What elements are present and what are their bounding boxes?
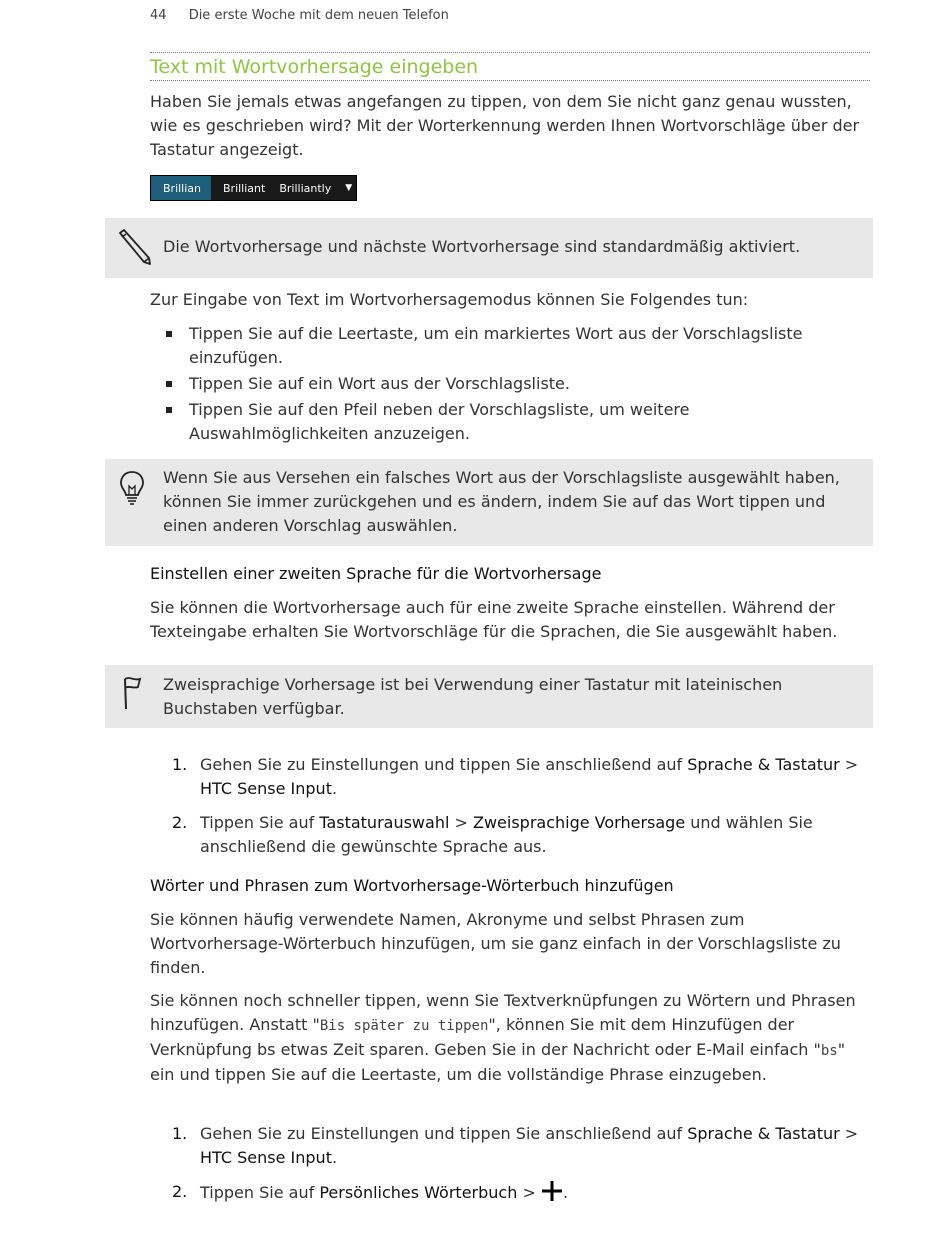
list-item [150, 398, 850, 446]
step-number: 2. [172, 813, 188, 832]
step-text: . [562, 1183, 569, 1202]
tip-text: Wenn Sie aus Versehen ein falsches Wort aus der Vorschlagsliste ausgewählt haben, können Sie immer zurückgehen und es ändern, indem Sie auf das Wort tippen und einen anderen Vorschlag auswählen. [163, 468, 840, 535]
step-separator: > [449, 813, 473, 832]
bullet-list [150, 322, 850, 448]
step-text: Gehen Sie zu Einstellungen und tippen Sie anschließend auf [200, 755, 688, 774]
step-separator: > [839, 755, 859, 774]
step-number: 1. [172, 755, 188, 774]
page-number: 44 [150, 8, 167, 23]
step-separator: > [839, 1124, 859, 1143]
menu-path-label: Zweisprachige Vorhersage [472, 813, 686, 832]
list-item-text: Tippen Sie auf ein Wort aus der Vorschlagsliste. [189, 374, 570, 393]
intro-paragraph: Haben Sie jemals etwas angefangen zu tippen, von dem Sie nicht ganz genau wussten, wie es geschrieben wird? Mit der Worterkennung werden Ihnen Wortvorschläge über der Tastatur angezeigt. [150, 92, 860, 159]
info-text: Zweisprachige Vorhersage ist bei Verwendung einer Tastatur mit lateinischen Buchstaben verfügbar. [163, 675, 783, 718]
step-text: und wählen Sie anschließend die gewünschte Sprache aus. [200, 813, 813, 856]
subsection-title: Einstellen einer zweiten Sprache für die Wortvorhersage [150, 564, 602, 583]
step-text: Tippen Sie auf [200, 1183, 320, 1202]
flag-icon [121, 675, 143, 715]
subsection-paragraph: Sie können die Wortvorhersage auch für eine zweite Sprache einstellen. Während der Texteingabe erhalten Sie Wortvorschläge für die Sprachen, die Sie ausgewählt haben. [150, 598, 838, 641]
chapter-title: Die erste Woche mit dem neuen Telefon [188, 8, 449, 23]
menu-path-label: Sprache & Tastatur [687, 1124, 840, 1143]
step-number: 2. [172, 1182, 188, 1201]
menu-path-label: Tastaturauswahl [319, 813, 450, 832]
step-text: Gehen Sie zu Einstellungen und tippen Sie anschließend auf [200, 1124, 688, 1143]
dropdown-arrow-icon: ▼ [345, 183, 353, 193]
page-header [150, 8, 449, 23]
list-item [150, 322, 850, 370]
step-separator: > [517, 1183, 541, 1202]
list-item-text: Tippen Sie auf die Leertaste, um ein markiertes Wort aus der Vorschlagsliste einzufügen. [189, 324, 803, 367]
subsection-paragraph: Sie können häufig verwendete Namen, Akronyme und selbst Phrasen zum Wortvorhersage-Wörterbuch hinzufügen, um sie ganz einfach in der Vorschlagsliste zu finden. [150, 910, 841, 977]
suggestion-item: Brillian [151, 176, 211, 200]
menu-path-label: HTC Sense Input [200, 1148, 332, 1167]
list-item [150, 372, 850, 396]
suggestion-item: Brilliant [223, 181, 266, 195]
suggestion-item: Brilliantly [279, 181, 332, 195]
word-suggestion-bar [150, 175, 357, 201]
paragraph-text: ", können Sie mit dem Hinzufügen der Verknüpfung bs etwas Zeit sparen. Geben Sie in der Nachricht oder E-Mail einfach " [150, 1015, 821, 1059]
lightbulb-icon [119, 470, 145, 510]
info-box [105, 665, 873, 728]
pencil-icon [117, 228, 153, 270]
subsection-title: Wörter und Phrasen zum Wortvorhersage-Wörterbuch hinzufügen [150, 876, 674, 895]
step-text: . [331, 779, 338, 798]
paragraph-text: " ein und tippen Sie auf die Leertaste, um die vollständige Phrase einzugeben. [150, 1040, 846, 1084]
lead-paragraph: Zur Eingabe von Text im Wortvorhersagemodus können Sie Folgendes tun: [150, 290, 749, 309]
numbered-steps [150, 753, 870, 869]
note-text: Die Wortvorhersage und nächste Wortvorhersage sind standardmäßig aktiviert. [163, 237, 801, 256]
tip-box [105, 459, 873, 546]
section-title: Text mit Wortvorhersage eingeben [150, 52, 870, 81]
shortcut-paragraph [150, 989, 870, 1087]
list-item-text: Tippen Sie auf den Pfeil neben der Vorschlagsliste, um weitere Auswahlmöglichkeiten anzuzeigen. [189, 400, 690, 443]
step-number: 1. [172, 1124, 188, 1143]
step-item [150, 1122, 870, 1170]
step-item [150, 1180, 870, 1209]
paragraph-text: Sie können noch schneller tippen, wenn Sie Textverknüpfungen zu Wörtern und Phrasen hinzufügen. Anstatt " [150, 991, 856, 1034]
step-item [150, 811, 870, 859]
note-box [105, 218, 873, 278]
menu-path-label: Persönliches Wörterbuch [319, 1183, 518, 1202]
code-sample: Bis später zu tippen [319, 1018, 489, 1034]
menu-path-label: Sprache & Tastatur [687, 755, 840, 774]
step-item [150, 753, 870, 801]
menu-path-label: HTC Sense Input [200, 779, 332, 798]
code-sample: bs [820, 1043, 838, 1059]
step-text: Tippen Sie auf [200, 813, 320, 832]
step-text: . [331, 1148, 338, 1167]
plus-icon [541, 1180, 563, 1209]
numbered-steps [150, 1122, 870, 1219]
